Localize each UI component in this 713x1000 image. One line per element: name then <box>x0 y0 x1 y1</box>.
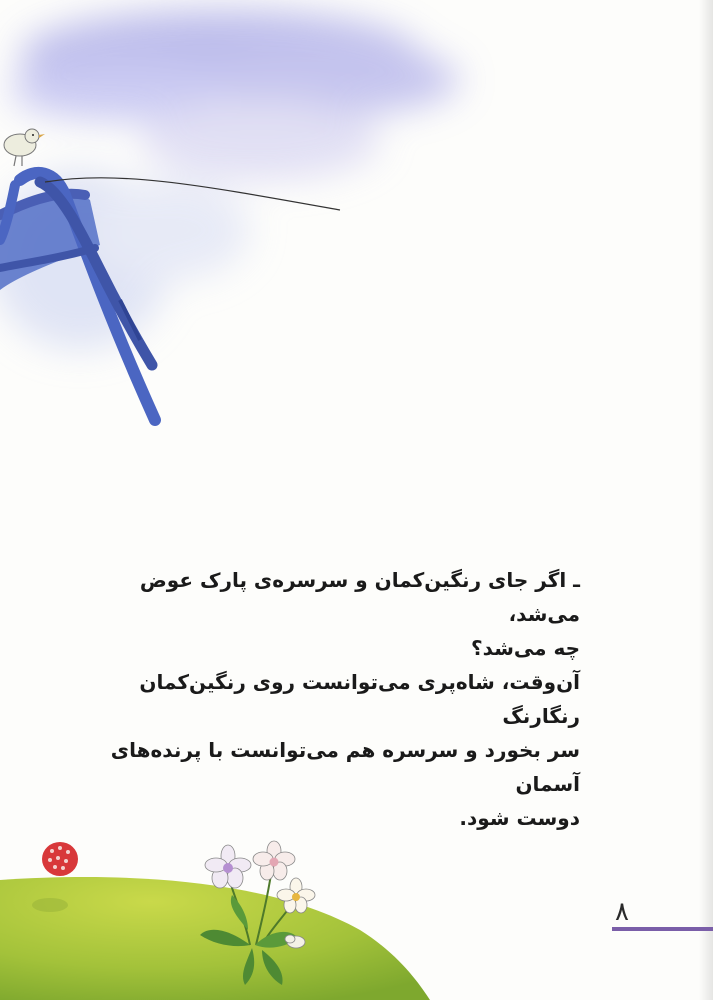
story-line: سر بخورد و سرسره هم می‌توانست با پرنده‌های آسمان <box>110 738 580 796</box>
story-line: چه می‌شد؟ <box>471 636 580 660</box>
ball-icon <box>42 842 78 876</box>
sky-wash <box>0 10 460 350</box>
flower-icon <box>253 841 295 880</box>
page-edge-shadow <box>699 0 713 1000</box>
bird-icon <box>4 129 45 166</box>
flower-icon <box>205 845 251 888</box>
page-number: ۸ <box>615 897 629 927</box>
story-text <box>70 563 580 835</box>
story-line: آن‌وقت، شاه‌پری می‌توانست روی رنگین‌کمان رنگارنگ <box>139 670 580 728</box>
story-line: دوست شود. <box>459 806 580 830</box>
story-line: ـ اگر جای رنگین‌کمان و سرسره‌ی پارک عوض می‌شد، <box>139 568 580 626</box>
page-number-rule <box>612 927 713 931</box>
